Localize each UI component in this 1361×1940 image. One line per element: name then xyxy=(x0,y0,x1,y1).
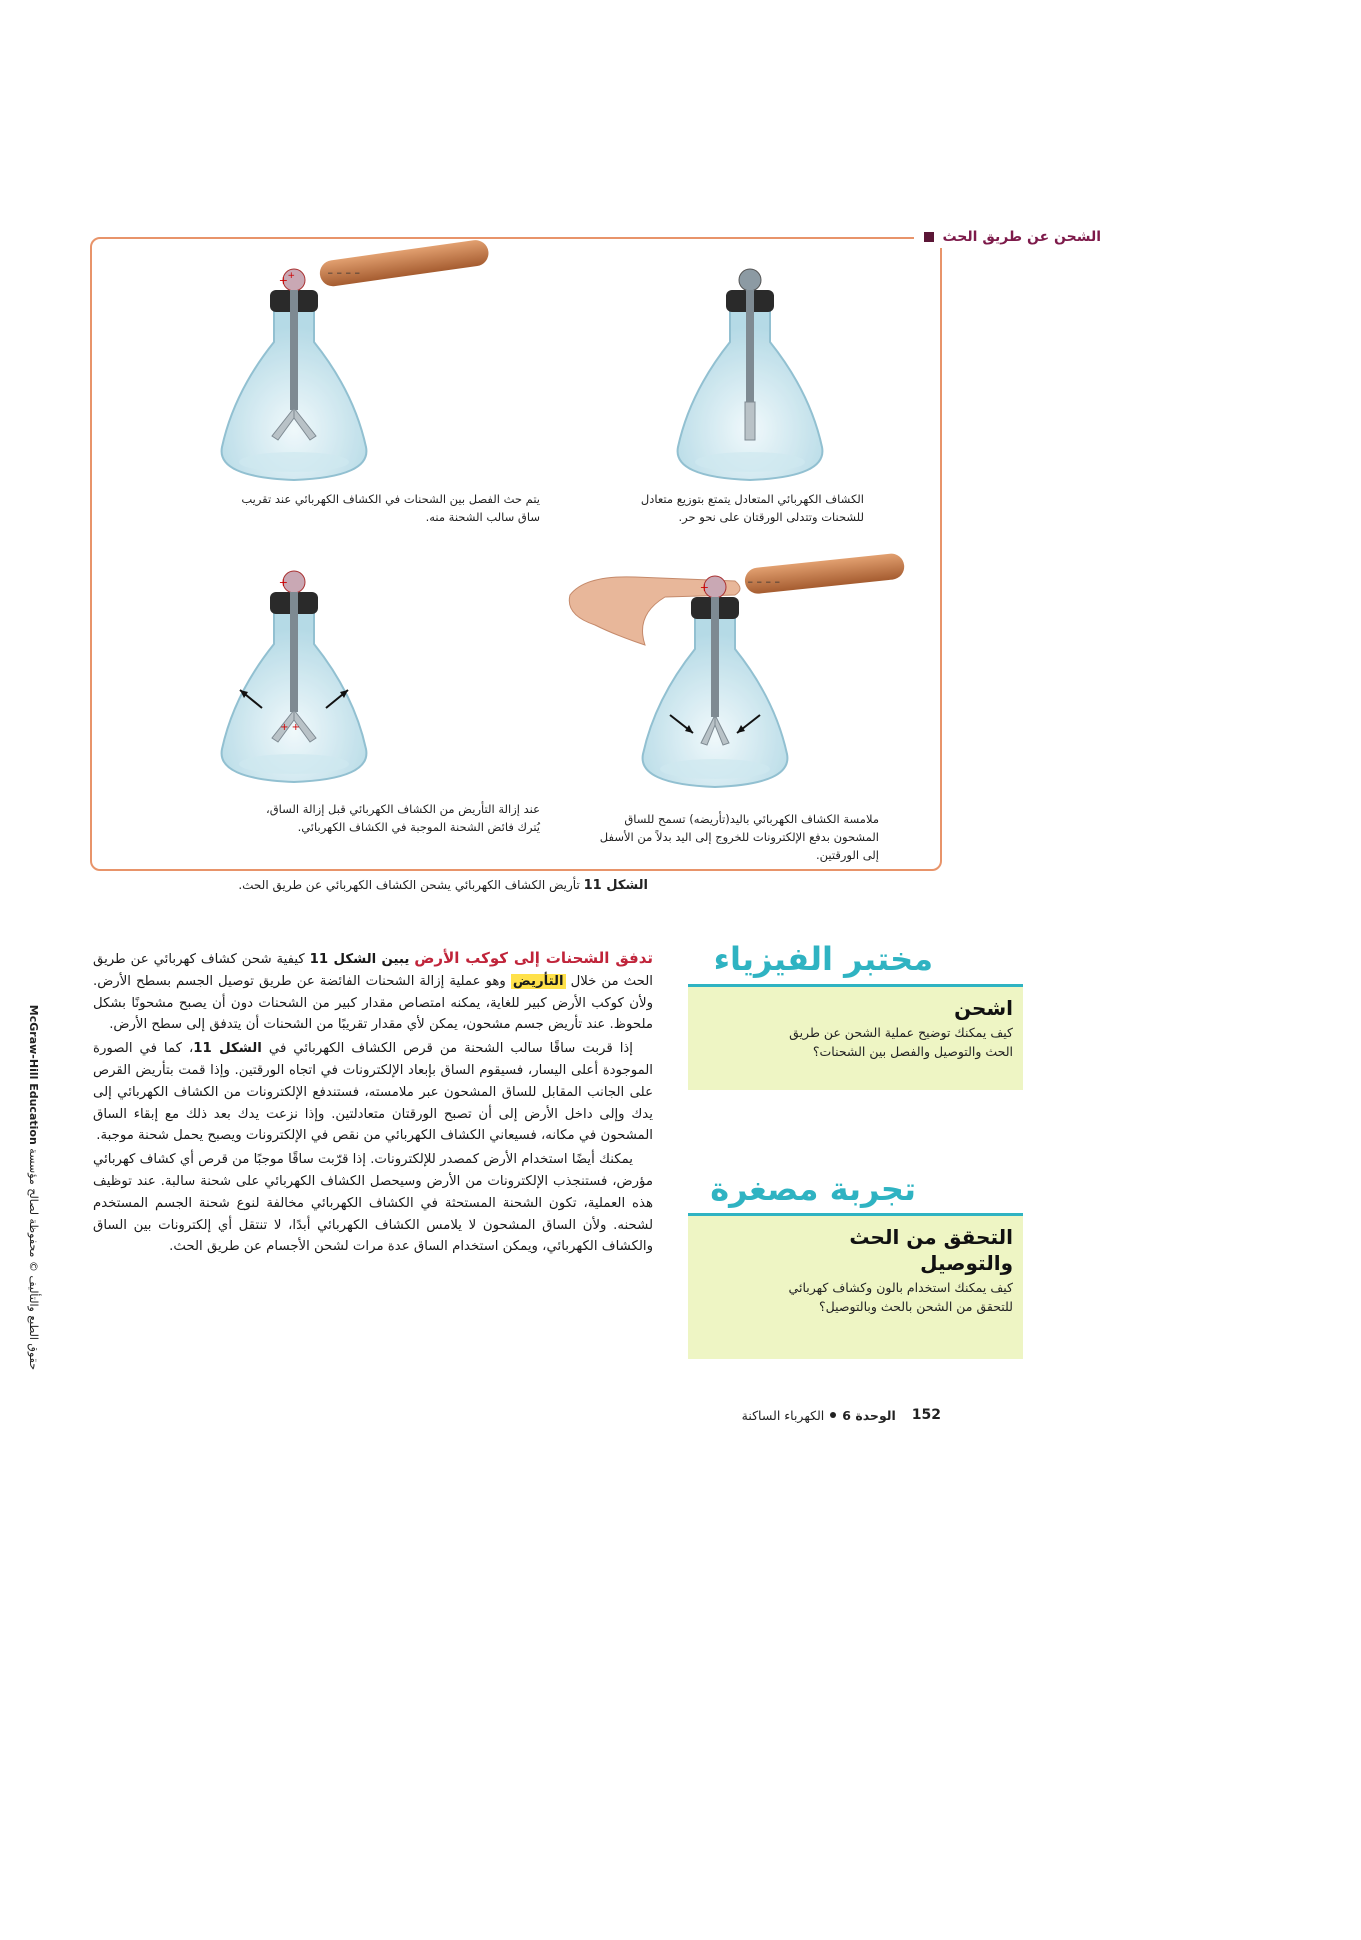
mini-lab-text: كيف يمكنك استخدام بالون وكشاف كهربائي للتحقق من الشحن بالحث وبالتوصيل؟ xyxy=(788,1280,1013,1314)
paragraph-1-text-a: كيفية شحن كشاف كهربائي عن طريق الحث من خلال xyxy=(93,952,654,989)
copyright-text: حقوق الطبع والتأليف © محفوظة لصالح مؤسسة xyxy=(27,1148,40,1370)
physics-lab-title: اشحن xyxy=(954,996,1013,1020)
physics-lab-heading: مختبر الفيزياء xyxy=(713,940,933,978)
svg-text:– – – –: – – – – xyxy=(747,575,780,588)
paragraph-1 xyxy=(93,948,653,1036)
panel-ground-removed-caption: عند إزالة التأريض من الكشاف الكهربائي قبل إزالة الساق، يُترك فائض الشحنة الموجبة في الكشاف الكهربائي. xyxy=(266,802,540,834)
svg-text:+: + xyxy=(278,274,288,287)
electroscope-neutral-illustration xyxy=(660,262,900,502)
electroscope-induction-illustration xyxy=(210,258,540,498)
page-number: 152 xyxy=(911,1407,941,1423)
paragraph-1-text-b: وهو عملية إزالة الشحنات الفائضة عن طريق توصيل الجسم بسطح الأرض. ولأن كوكب الأرض كبير للغاية، يمكنه امتصاص مقدار كبير من الشحنات دون أن يصبح مشحونًا بشكل ملحوظ. عند تأريض جسم مشحون، يمكن لأي مقدار تقريبًا من الشحنات أن يتدفق إلى سطح الأرض. xyxy=(93,973,653,1033)
svg-text:+ +: + + xyxy=(280,722,300,733)
panel-induction xyxy=(210,258,540,524)
chapter-title: الكهرباء الساكنة xyxy=(741,1407,825,1423)
section-head: تدفق الشحنات إلى كوكب الأرض xyxy=(414,949,653,967)
unit-label: الوحدة 6 xyxy=(842,1407,896,1423)
panel-grounding-caption: ملامسة الكشاف الكهربائي باليد(تأريضه) تسمح للساق المشحون بدفع الإلكترونات للخروج إلى اليد بدلاً من الأسفل إلى الورقتين. xyxy=(599,812,879,862)
panel-ground-removed xyxy=(210,560,540,870)
publisher-name: McGraw-Hill Education xyxy=(27,1004,40,1145)
mini-lab-box xyxy=(688,1213,1023,1359)
paragraph-2-text-b: ، كما في الصورة الموجودة أعلى اليسار، فسيقوم الساق بإبعاد الإلكترونات في اتجاه الورقتين. وإذا قمت بتأريض القرص على الجانب المقابل للساق المشحون عبر ملامسته، فستندفع الإلكترونات من الكشاف الكهربائي إلى يدك وإلى داخل الأرض إلى أن تصبح الورقتان متعادلتين. وإذا نزعت يدك بعد ذلك مع إبقاء الساق المشحون في مكانه، فسيعاني الكشاف الكهربائي من نقص في الإلكترونات ويصبح يحمل شحنة موجبة. xyxy=(93,1041,653,1144)
paragraph-2 xyxy=(93,1038,653,1147)
paragraph-3: يمكنك أيضًا استخدام الأرض كمصدر للإلكترونات. إذا قرّبت ساقًا موجبًا من قرص أي كشاف كهربائي مؤرض، فستنجذب الإلكترونات من الأرض وسيحصل الكشاف الكهربائي على شحنة سالبة. عند توظيف هذه العملية، تكون الشحنة المستحثة في الكشاف الكهربائي مخالفة لنوع شحنة الجسم المستخدم لشحنه. ولأن الساق المشحون لا يلامس الكشاف الكهربائي أبدًا، لا تنتقل أي إلكترونات بين الساق والكشاف الكهربائي، ويمكن استخدام الساق عدة مرات لشحن الأجسام عن طريق الحث. xyxy=(93,1152,653,1255)
svg-text:+: + xyxy=(699,581,709,594)
panel-neutral xyxy=(640,262,900,524)
physics-lab-text: كيف يمكنك توضيح عملية الشحن عن طريق الحث والتوصيل والفصل بين الشحنات؟ xyxy=(789,1025,1013,1059)
mini-lab-title: التحقق من الحث والتوصيل xyxy=(849,1225,1013,1275)
square-bullet-icon xyxy=(924,232,934,242)
figure-caption-label: الشكل 11 xyxy=(583,878,648,893)
panel-induction-caption: يتم حث الفصل بين الشحنات في الكشاف الكهربائي عند تقريب ساق سالب الشحنة منه. xyxy=(241,492,540,524)
svg-text:+: + xyxy=(278,576,288,589)
mini-lab-heading: تجربة مصغرة xyxy=(710,1170,916,1208)
page-footer xyxy=(742,1407,941,1423)
figure-caption-text: تأريض الكشاف الكهربائي يشحن الكشاف الكهربائي عن طريق الحث. xyxy=(238,878,580,892)
figure-title-text: الشحن عن طريق الحث xyxy=(942,229,1101,245)
figure-caption xyxy=(128,878,648,893)
copyright-vertical xyxy=(22,1004,40,1370)
figure-reference: يبين الشكل 11 xyxy=(309,952,410,967)
term-grounding: التأريض xyxy=(512,973,564,989)
main-text xyxy=(93,948,653,1260)
electroscope-ground-removed-illustration xyxy=(210,560,540,810)
figure-title xyxy=(914,226,1111,248)
panel-neutral-caption: الكشاف الكهربائي المتعادل يتمتع بتوزيع متعادل للشحنات وتتدلى الورقتان على نحو حر. xyxy=(640,492,864,524)
physics-lab-box xyxy=(688,984,1023,1090)
svg-text:– – – –: – – – – xyxy=(327,266,360,279)
paragraph-2-text-a: إذا قربت ساقًا سالب الشحنة من قرص الكشاف الكهربائي في xyxy=(268,1041,634,1057)
figure-reference-2: الشكل 11 xyxy=(193,1041,262,1057)
panel-grounding xyxy=(575,555,915,865)
svg-text:+: + xyxy=(287,271,295,281)
bullet-dot-icon xyxy=(830,1412,836,1418)
electroscope-grounding-illustration xyxy=(575,555,915,805)
